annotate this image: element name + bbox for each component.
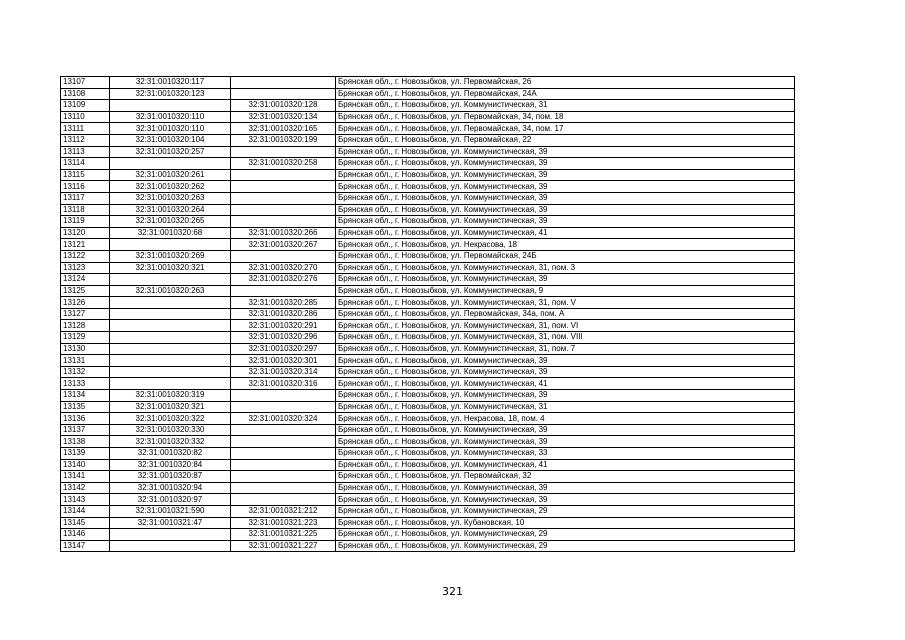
address-cell: Брянская обл., г. Новозыбков, ул. Коммунистическая, 9 (336, 285, 795, 297)
cadastral-number-2-cell: 32:31:0010320:301 (231, 355, 336, 367)
table-row (61, 390, 795, 402)
address-cell: Брянская обл., г. Новозыбков, ул. Коммунистическая, 29 (336, 505, 795, 517)
table-row (61, 366, 795, 378)
table-row (61, 227, 795, 239)
table-row (61, 505, 795, 517)
cadastral-number-cell (110, 540, 231, 552)
cadastral-number-2-cell: 32:31:0010320:165 (231, 123, 336, 135)
cadastral-number-cell: 32:31:0010320:261 (110, 169, 231, 181)
cadastral-number-2-cell (231, 204, 336, 216)
cadastral-number-2-cell (231, 390, 336, 402)
cadastral-number-2-cell (231, 169, 336, 181)
row-number-cell: 13117 (61, 192, 110, 204)
cadastral-number-cell (110, 355, 231, 367)
address-cell: Брянская обл., г. Новозыбков, ул. Первомайская, 32 (336, 471, 795, 483)
cadastral-number-2-cell (231, 424, 336, 436)
row-number-cell: 13116 (61, 181, 110, 193)
row-number-cell: 13107 (61, 77, 110, 89)
table-row (61, 471, 795, 483)
cadastral-number-2-cell (231, 482, 336, 494)
table-row (61, 494, 795, 506)
address-cell: Брянская обл., г. Новозыбков, ул. Первомайская, 26 (336, 77, 795, 89)
row-number-cell: 13130 (61, 343, 110, 355)
address-cell: Брянская обл., г. Новозыбков, ул. Коммунистическая, 31, пом. VIII (336, 332, 795, 344)
address-cell: Брянская обл., г. Новозыбков, ул. Коммунистическая, 29 (336, 540, 795, 552)
cadastral-number-2-cell (231, 192, 336, 204)
row-number-cell: 13144 (61, 505, 110, 517)
table-row (61, 111, 795, 123)
cadastral-number-cell (110, 343, 231, 355)
cadastral-number-2-cell: 32:31:0010320:314 (231, 366, 336, 378)
table-row (61, 297, 795, 309)
row-number-cell: 13140 (61, 459, 110, 471)
table-row (61, 100, 795, 112)
cadastral-number-2-cell: 32:31:0010321:225 (231, 529, 336, 541)
cadastral-number-cell (110, 308, 231, 320)
row-number-cell: 13139 (61, 448, 110, 460)
cadastral-number-2-cell: 32:31:0010320:324 (231, 413, 336, 425)
cadastral-number-cell: 32:31:0010320:97 (110, 494, 231, 506)
address-cell: Брянская обл., г. Новозыбков, ул. Кубановская, 10 (336, 517, 795, 529)
cadastral-number-cell: 32:31:0010321:47 (110, 517, 231, 529)
table-row (61, 320, 795, 332)
cadastral-number-2-cell (231, 448, 336, 460)
row-number-cell: 13129 (61, 332, 110, 344)
cadastral-number-2-cell (231, 471, 336, 483)
cadastral-number-cell (110, 320, 231, 332)
cadastral-number-2-cell (231, 436, 336, 448)
table-row (61, 332, 795, 344)
cadastral-number-2-cell: 32:31:0010320:276 (231, 274, 336, 286)
address-cell: Брянская обл., г. Новозыбков, ул. Коммунистическая, 39 (336, 216, 795, 228)
cadastral-number-cell: 32:31:0010320:94 (110, 482, 231, 494)
address-cell: Брянская обл., г. Новозыбков, ул. Коммунистическая, 29 (336, 529, 795, 541)
row-number-cell: 13131 (61, 355, 110, 367)
cadastral-number-cell: 32:31:0010320:321 (110, 401, 231, 413)
cadastral-number-2-cell: 32:31:0010320:316 (231, 378, 336, 390)
table-row (61, 77, 795, 89)
cadastral-number-2-cell: 32:31:0010320:266 (231, 227, 336, 239)
address-cell: Брянская обл., г. Новозыбков, ул. Коммунистическая, 31, пом. V (336, 297, 795, 309)
cadastral-number-2-cell: 32:31:0010320:134 (231, 111, 336, 123)
table-row (61, 216, 795, 228)
cadastral-number-cell (110, 274, 231, 286)
cadastral-number-cell: 32:31:0010320:123 (110, 88, 231, 100)
row-number-cell: 13145 (61, 517, 110, 529)
row-number-cell: 13113 (61, 146, 110, 158)
row-number-cell: 13118 (61, 204, 110, 216)
cadastral-number-2-cell: 32:31:0010320:285 (231, 297, 336, 309)
cadastral-number-2-cell: 32:31:0010320:258 (231, 158, 336, 170)
table-row (61, 413, 795, 425)
cadastral-number-2-cell: 32:31:0010320:296 (231, 332, 336, 344)
row-number-cell: 13132 (61, 366, 110, 378)
table-row (61, 134, 795, 146)
registry-table-body (61, 77, 795, 552)
cadastral-number-2-cell: 32:31:0010320:128 (231, 100, 336, 112)
cadastral-number-cell (110, 158, 231, 170)
cadastral-number-cell: 32:31:0010320:68 (110, 227, 231, 239)
table-row (61, 192, 795, 204)
row-number-cell: 13108 (61, 88, 110, 100)
cadastral-number-2-cell (231, 401, 336, 413)
address-cell: Брянская обл., г. Новозыбков, ул. Коммунистическая, 39 (336, 494, 795, 506)
row-number-cell: 13124 (61, 274, 110, 286)
address-cell: Брянская обл., г. Новозыбков, ул. Коммунистическая, 41 (336, 227, 795, 239)
row-number-cell: 13134 (61, 390, 110, 402)
address-cell: Брянская обл., г. Новозыбков, ул. Коммунистическая, 39 (336, 390, 795, 402)
cadastral-number-cell: 32:31:0010320:319 (110, 390, 231, 402)
table-row (61, 88, 795, 100)
address-cell: Брянская обл., г. Новозыбков, ул. Первомайская, 34, пом. 17 (336, 123, 795, 135)
cadastral-number-2-cell: 32:31:0010320:286 (231, 308, 336, 320)
row-number-cell: 13112 (61, 134, 110, 146)
address-cell: Брянская обл., г. Новозыбков, ул. Коммунистическая, 33 (336, 448, 795, 460)
table-row (61, 274, 795, 286)
cadastral-number-2-cell (231, 494, 336, 506)
row-number-cell: 13121 (61, 239, 110, 251)
row-number-cell: 13114 (61, 158, 110, 170)
row-number-cell: 13119 (61, 216, 110, 228)
row-number-cell: 13136 (61, 413, 110, 425)
table-row (61, 424, 795, 436)
cadastral-number-cell: 32:31:0010320:110 (110, 123, 231, 135)
table-row (61, 146, 795, 158)
address-cell: Брянская обл., г. Новозыбков, ул. Первомайская, 34, пом. 18 (336, 111, 795, 123)
address-cell: Брянская обл., г. Новозыбков, ул. Коммунистическая, 39 (336, 204, 795, 216)
table-row (61, 285, 795, 297)
cadastral-number-2-cell: 32:31:0010320:291 (231, 320, 336, 332)
address-cell: Брянская обл., г. Новозыбков, ул. Некрасова, 18 (336, 239, 795, 251)
table-row (61, 123, 795, 135)
address-cell: Брянская обл., г. Новозыбков, ул. Коммунистическая, 41 (336, 378, 795, 390)
address-cell: Брянская обл., г. Новозыбков, ул. Коммунистическая, 39 (336, 146, 795, 158)
table-row (61, 308, 795, 320)
address-cell: Брянская обл., г. Новозыбков, ул. Коммунистическая, 31, пом. 7 (336, 343, 795, 355)
cadastral-number-2-cell (231, 216, 336, 228)
cadastral-number-cell: 32:31:0010320:257 (110, 146, 231, 158)
cadastral-number-cell: 32:31:0010320:332 (110, 436, 231, 448)
address-cell: Брянская обл., г. Новозыбков, ул. Коммунистическая, 41 (336, 459, 795, 471)
row-number-cell: 13122 (61, 250, 110, 262)
row-number-cell: 13143 (61, 494, 110, 506)
cadastral-number-2-cell (231, 285, 336, 297)
row-number-cell: 13109 (61, 100, 110, 112)
cadastral-number-cell: 32:31:0010320:330 (110, 424, 231, 436)
address-cell: Брянская обл., г. Новозыбков, ул. Первомайская, 34а, пом. А (336, 308, 795, 320)
page-number: 321 (442, 585, 463, 598)
row-number-cell: 13142 (61, 482, 110, 494)
address-cell: Брянская обл., г. Новозыбков, ул. Коммунистическая, 39 (336, 169, 795, 181)
cadastral-number-cell: 32:31:0010320:321 (110, 262, 231, 274)
cadastral-number-cell: 32:31:0010320:84 (110, 459, 231, 471)
address-cell: Брянская обл., г. Новозыбков, ул. Коммунистическая, 39 (336, 274, 795, 286)
row-number-cell: 13128 (61, 320, 110, 332)
row-number-cell: 13147 (61, 540, 110, 552)
cadastral-number-cell: 32:31:0010320:322 (110, 413, 231, 425)
table-row (61, 529, 795, 541)
address-cell: Брянская обл., г. Новозыбков, ул. Коммунистическая, 39 (336, 424, 795, 436)
table-row (61, 540, 795, 552)
cadastral-number-2-cell (231, 459, 336, 471)
address-cell: Брянская обл., г. Новозыбков, ул. Первомайская, 24А (336, 88, 795, 100)
address-cell: Брянская обл., г. Новозыбков, ул. Коммунистическая, 39 (336, 192, 795, 204)
cadastral-number-cell (110, 297, 231, 309)
cadastral-number-2-cell: 32:31:0010320:267 (231, 239, 336, 251)
row-number-cell: 13127 (61, 308, 110, 320)
cadastral-number-cell (110, 239, 231, 251)
row-number-cell: 13111 (61, 123, 110, 135)
table-row (61, 459, 795, 471)
row-number-cell: 13123 (61, 262, 110, 274)
address-cell: Брянская обл., г. Новозыбков, ул. Некрасова, 18, пом. 4 (336, 413, 795, 425)
address-cell: Брянская обл., г. Новозыбков, ул. Коммунистическая, 31, пом. 3 (336, 262, 795, 274)
cadastral-number-cell: 32:31:0010320:264 (110, 204, 231, 216)
table-row (61, 378, 795, 390)
address-cell: Брянская обл., г. Новозыбков, ул. Коммунистическая, 31, пом. VI (336, 320, 795, 332)
address-cell: Брянская обл., г. Новозыбков, ул. Коммунистическая, 39 (336, 158, 795, 170)
row-number-cell: 13115 (61, 169, 110, 181)
cadastral-number-cell: 32:31:0010321:590 (110, 505, 231, 517)
cadastral-number-cell: 32:31:0010320:82 (110, 448, 231, 460)
cadastral-number-cell: 32:31:0010320:269 (110, 250, 231, 262)
registry-table (60, 76, 795, 552)
table-row (61, 158, 795, 170)
row-number-cell: 13137 (61, 424, 110, 436)
row-number-cell: 13135 (61, 401, 110, 413)
cadastral-number-cell: 32:31:0010320:104 (110, 134, 231, 146)
table-row (61, 401, 795, 413)
address-cell: Брянская обл., г. Новозыбков, ул. Первомайская, 22 (336, 134, 795, 146)
table-row (61, 250, 795, 262)
address-cell: Брянская обл., г. Новозыбков, ул. Коммунистическая, 31 (336, 401, 795, 413)
cadastral-number-cell: 32:31:0010320:265 (110, 216, 231, 228)
cadastral-number-cell: 32:31:0010320:87 (110, 471, 231, 483)
cadastral-number-cell: 32:31:0010320:110 (110, 111, 231, 123)
row-number-cell: 13141 (61, 471, 110, 483)
cadastral-number-2-cell (231, 77, 336, 89)
row-number-cell: 13125 (61, 285, 110, 297)
row-number-cell: 13126 (61, 297, 110, 309)
cadastral-number-2-cell: 32:31:0010320:297 (231, 343, 336, 355)
cadastral-number-2-cell: 32:31:0010321:223 (231, 517, 336, 529)
row-number-cell: 13120 (61, 227, 110, 239)
cadastral-number-cell: 32:31:0010320:117 (110, 77, 231, 89)
cadastral-number-cell (110, 378, 231, 390)
cadastral-number-2-cell: 32:31:0010320:199 (231, 134, 336, 146)
cadastral-number-2-cell (231, 250, 336, 262)
cadastral-number-cell: 32:31:0010320:263 (110, 285, 231, 297)
table-row (61, 343, 795, 355)
cadastral-number-cell (110, 100, 231, 112)
cadastral-number-cell (110, 366, 231, 378)
address-cell: Брянская обл., г. Новозыбков, ул. Коммунистическая, 31 (336, 100, 795, 112)
address-cell: Брянская обл., г. Новозыбков, ул. Первомайская, 24Б (336, 250, 795, 262)
row-number-cell: 13133 (61, 378, 110, 390)
cadastral-number-cell (110, 332, 231, 344)
address-cell: Брянская обл., г. Новозыбков, ул. Коммунистическая, 39 (336, 181, 795, 193)
row-number-cell: 13110 (61, 111, 110, 123)
table-row (61, 436, 795, 448)
cadastral-number-2-cell: 32:31:0010320:270 (231, 262, 336, 274)
table-row (61, 355, 795, 367)
address-cell: Брянская обл., г. Новозыбков, ул. Коммунистическая, 39 (336, 366, 795, 378)
table-row (61, 204, 795, 216)
cadastral-number-cell (110, 529, 231, 541)
table-row (61, 262, 795, 274)
table-row (61, 239, 795, 251)
table-row (61, 181, 795, 193)
row-number-cell: 13138 (61, 436, 110, 448)
cadastral-number-2-cell: 32:31:0010321:227 (231, 540, 336, 552)
cadastral-number-2-cell (231, 146, 336, 158)
cadastral-number-2-cell (231, 88, 336, 100)
cadastral-number-cell: 32:31:0010320:263 (110, 192, 231, 204)
row-number-cell: 13146 (61, 529, 110, 541)
cadastral-number-2-cell (231, 181, 336, 193)
cadastral-number-cell: 32:31:0010320:262 (110, 181, 231, 193)
table-row (61, 448, 795, 460)
cadastral-number-2-cell: 32:31:0010321:212 (231, 505, 336, 517)
table-row (61, 169, 795, 181)
address-cell: Брянская обл., г. Новозыбков, ул. Коммунистическая, 39 (336, 482, 795, 494)
table-row (61, 482, 795, 494)
table-row (61, 517, 795, 529)
address-cell: Брянская обл., г. Новозыбков, ул. Коммунистическая, 39 (336, 355, 795, 367)
address-cell: Брянская обл., г. Новозыбков, ул. Коммунистическая, 39 (336, 436, 795, 448)
